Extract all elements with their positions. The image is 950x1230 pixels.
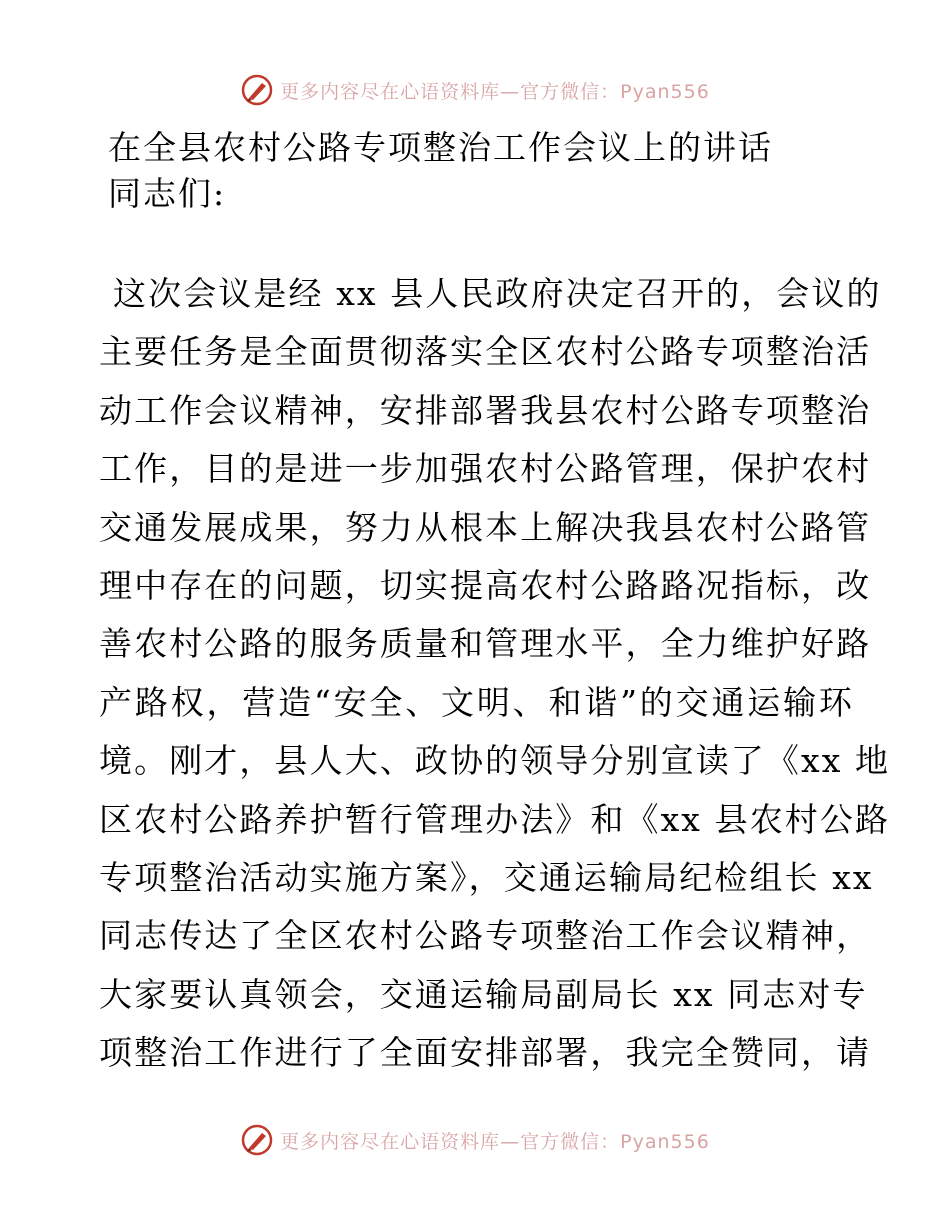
watermark-text: 更多内容尽在心语资料库—官方微信：Pyan556: [280, 80, 710, 103]
paragraph-line: 产路权，营造“安全、文明、和谐”的交通运输环: [99, 682, 854, 722]
paragraph-line: 理中存在的问题，切实提高农村公路路况指标，改: [99, 565, 872, 605]
pen-logo-icon: [240, 1123, 274, 1157]
document-title: 在全县农村公路专项整治工作会议上的讲话: [108, 128, 773, 167]
paragraph-line: 这次会议是经 xx 县人民政府决定召开的，会议的: [113, 274, 882, 313]
paragraph-line: 大家要认真领会，交通运输局副局长 xx 同志对专: [99, 974, 868, 1014]
paragraph-line: 工作，目的是进一步加强农村公路管理，保护农村: [99, 449, 872, 489]
footer-watermark-banner: [0, 1120, 950, 1160]
header-watermark-banner: [0, 70, 950, 110]
paragraph-line: 境。刚才，县人大、政协的领导分别宣读了《xx 地: [99, 741, 891, 781]
paragraph-line: 项整治工作进行了全面安排部署，我完全赞同，请: [99, 1033, 872, 1073]
watermark-text: 更多内容尽在心语资料库—官方微信：Pyan556: [280, 1130, 710, 1153]
paragraph-line: 主要任务是全面贯彻落实全区农村公路专项整治活: [99, 332, 872, 372]
paragraph-line: 区农村公路养护暂行管理办法》和《xx 县农村公路: [99, 799, 891, 839]
paragraph-line: 善农村公路的服务质量和管理水平，全力维护好路: [99, 624, 872, 664]
salutation: 同志们:: [108, 174, 227, 213]
paragraph-line: 动工作会议精神，安排部署我县农村公路专项整治: [99, 390, 872, 430]
paragraph-line: 同志传达了全区农村公路专项整治工作会议精神，: [99, 916, 872, 956]
paragraph-line: 交通发展成果，努力从根本上解决我县农村公路管: [99, 507, 872, 547]
paragraph-line: 专项整治活动实施方案》，交通运输局纪检组长 xx: [99, 857, 874, 897]
pen-logo-icon: [240, 73, 274, 107]
body-paragraph: [99, 265, 891, 1082]
